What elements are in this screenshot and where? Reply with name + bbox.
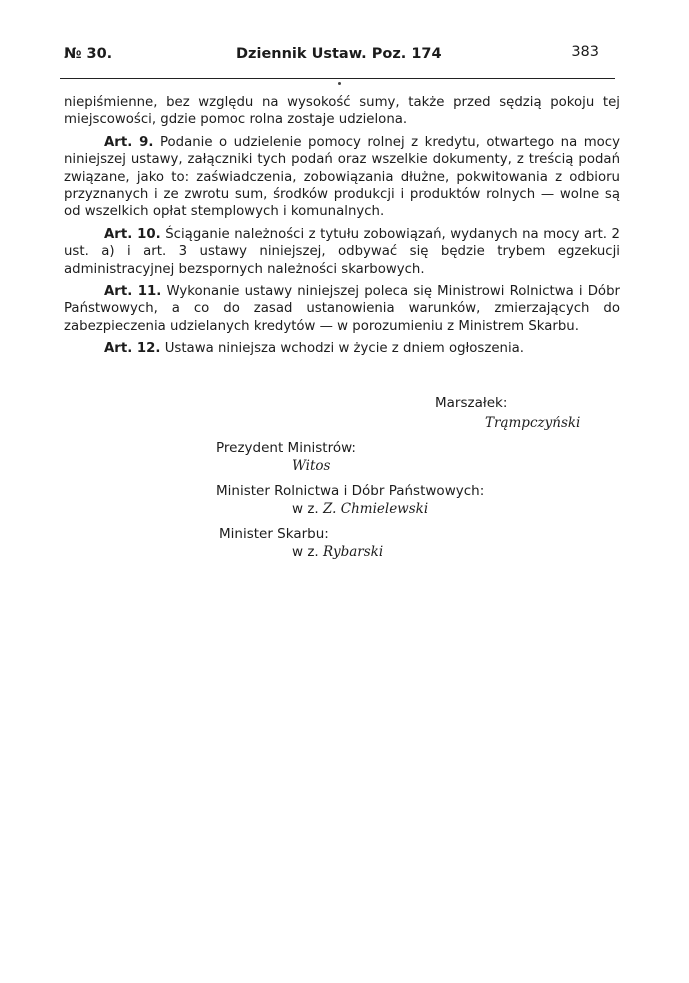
signatory-name: Witos <box>292 458 331 474</box>
article-label: Art. 9. <box>104 134 154 150</box>
signature-treasury-minister <box>219 525 383 561</box>
signatory-line <box>292 543 383 561</box>
article-11 <box>64 283 620 335</box>
article-9 <box>64 134 620 221</box>
article-12 <box>64 340 620 357</box>
paragraph-text: niepiśmienne, bez względu na wysokość sumy, także przed sędzią pokoju tej miejscowości, gdzie pomoc rolna zostaje udzielona. <box>64 95 620 128</box>
signature-agriculture-minister <box>216 482 484 518</box>
article-label: Art. 10. <box>104 226 161 242</box>
page-number: 383 <box>571 44 599 60</box>
issue-number: № 30. <box>64 46 113 62</box>
print-speck <box>338 82 341 85</box>
signatory-name: Trąmpczyński <box>485 415 581 431</box>
signatory-role: Minister Rolnictwa i Dóbr Państwowych: <box>216 483 485 499</box>
signature-prime-minister <box>216 439 356 475</box>
page-header <box>64 44 611 68</box>
paragraph-continuation <box>64 94 620 129</box>
article-label: Art. 11. <box>104 284 162 300</box>
signature-marshal <box>435 394 580 432</box>
article-text: Wykonanie ustawy niniejszej poleca się Ministrowi Rolnictwa i Dóbr Państwowych, a co do zasad ustanowienia warunków, zmierzających do zabezpieczenia udzielanych kredytów — w porozumieniu z Ministrem Skarbu. <box>64 284 620 334</box>
article-text: Ściąganie należności z tytułu zobowiązań, wydanych na mocy art. 2 ust. a) i art. 3 ustawy niniejszej, odbywać się będzie trybem egzekucji administracyjnej bezspornych należności skarbowych. <box>64 226 620 277</box>
signatory-role: Minister Skarbu: <box>219 526 329 542</box>
deputy-prefix: w z. <box>292 501 319 517</box>
signatory-role: Marszałek: <box>435 395 508 411</box>
signatory-line <box>292 500 484 518</box>
deputy-prefix: w z. <box>292 544 319 560</box>
signatory-name: Rybarski <box>323 544 384 560</box>
document-body <box>64 94 620 363</box>
article-text: Ustawa niniejsza wchodzi w życie z dniem ogłoszenia. <box>164 341 525 357</box>
journal-title: Dziennik Ustaw. Poz. 174 <box>236 46 442 62</box>
header-rule <box>60 78 615 79</box>
signatory-name: Z. Chmielewski <box>323 501 429 517</box>
article-10 <box>64 226 620 278</box>
article-label: Art. 12. <box>104 341 161 357</box>
signatory-role: Prezydent Ministrów: <box>216 440 356 456</box>
article-text: Podanie o udzielenie pomocy rolnej z kredytu, otwartego na mocy niniejszej ustawy, załączniki tych podań oraz wszelkie dokumenty, z treścią podań związane, jako to: zaświadczenia, zobowiązania dłużne, pokwitowania z odbioru przyznanych i ze zwrotu sum, środków produkcji i produktów rolnych — wolne są od wszelkich opłat stemplowych i komunalnych. <box>64 134 620 220</box>
